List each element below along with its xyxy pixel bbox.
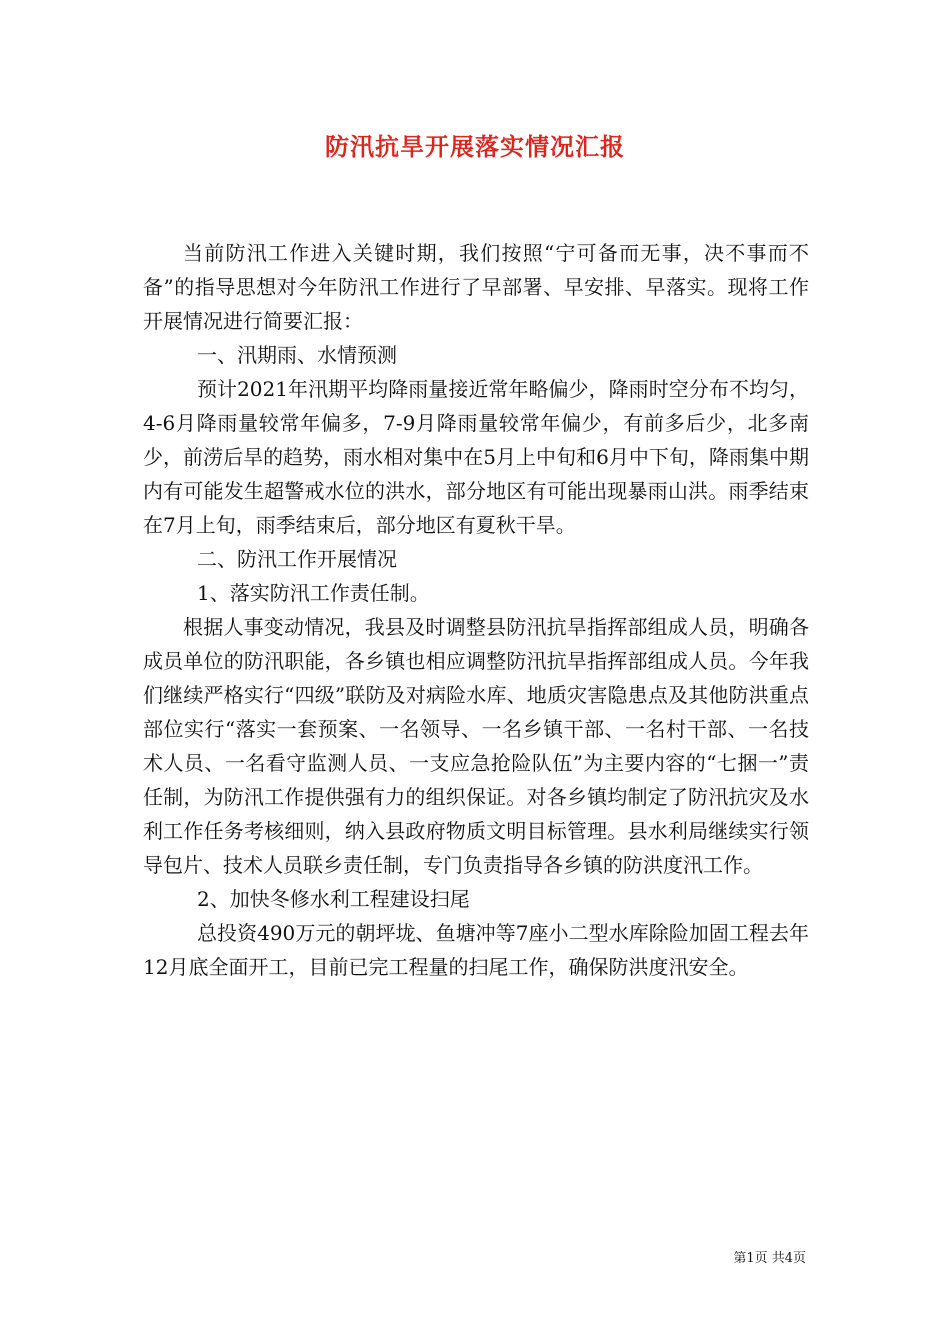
subheading-1: 1、落实防汛工作责任制。 [197, 581, 430, 605]
investment-paragraph: 总投资490万元的朝坪垅、鱼塘冲等7座小二型水库除险加固工程去年12月底全面开工，目前已完工程量的扫尾工作，确保防洪度汛安全。 [143, 921, 809, 979]
section-heading-1: 一、汛期雨、水情预测 [197, 343, 397, 367]
document-title: 防汛抗旱开展落实情况汇报 [325, 132, 625, 161]
responsibility-paragraph: 根据人事变动情况，我县及时调整县防汛抗旱指挥部组成人员，明确各成员单位的防汛职能，各乡镇也相应调整防汛抗旱指挥部组成人员。今年我们继续严格实行“四级”联防及对病险水库、地质灾害隐患点及其他防洪重点部位实行“落实一套预案、一名领导、一名乡镇干部、一名村干部、一名技术人员、一名看守监测人员、一支应急抢险队伍”为主要内容的“七捆一”责任制，为防汛工作提供强有力的组织保证。对各乡镇均制定了防汛抗灾及水利工作任务考核细则，纳入县政府物质文明目标管理。县水利局继续实行领导包片、技术人员联乡责任制，专门负责指导各乡镇的防洪度汛工作。 [143, 615, 809, 877]
document-body [143, 236, 809, 984]
subheading-2: 2、加快冬修水利工程建设扫尾 [197, 887, 470, 911]
page-number-footer: 第1页 共4页 [733, 1251, 806, 1266]
section-heading-2: 二、防汛工作开展情况 [197, 547, 397, 571]
forecast-paragraph: 预计2021年汛期平均降雨量接近常年略偏少，降雨时空分布不均匀，4-6月降雨量较常年偏多，7-9月降雨量较常年偏少，有前多后少，北多南少，前涝后旱的趋势，雨水相对集中在5月上中旬和6月中下旬，降雨集中期内有可能发生超警戒水位的洪水，部分地区有可能出现暴雨山洪。雨季结束在7月上旬，雨季结束后，部分地区有夏秋干旱。 [143, 377, 809, 537]
intro-paragraph: 当前防汛工作进入关键时期，我们按照“宁可备而无事，决不事而不备”的指导思想对今年防汛工作进行了早部署、早安排、早落实。现将工作开展情况进行简要汇报： [143, 241, 809, 333]
